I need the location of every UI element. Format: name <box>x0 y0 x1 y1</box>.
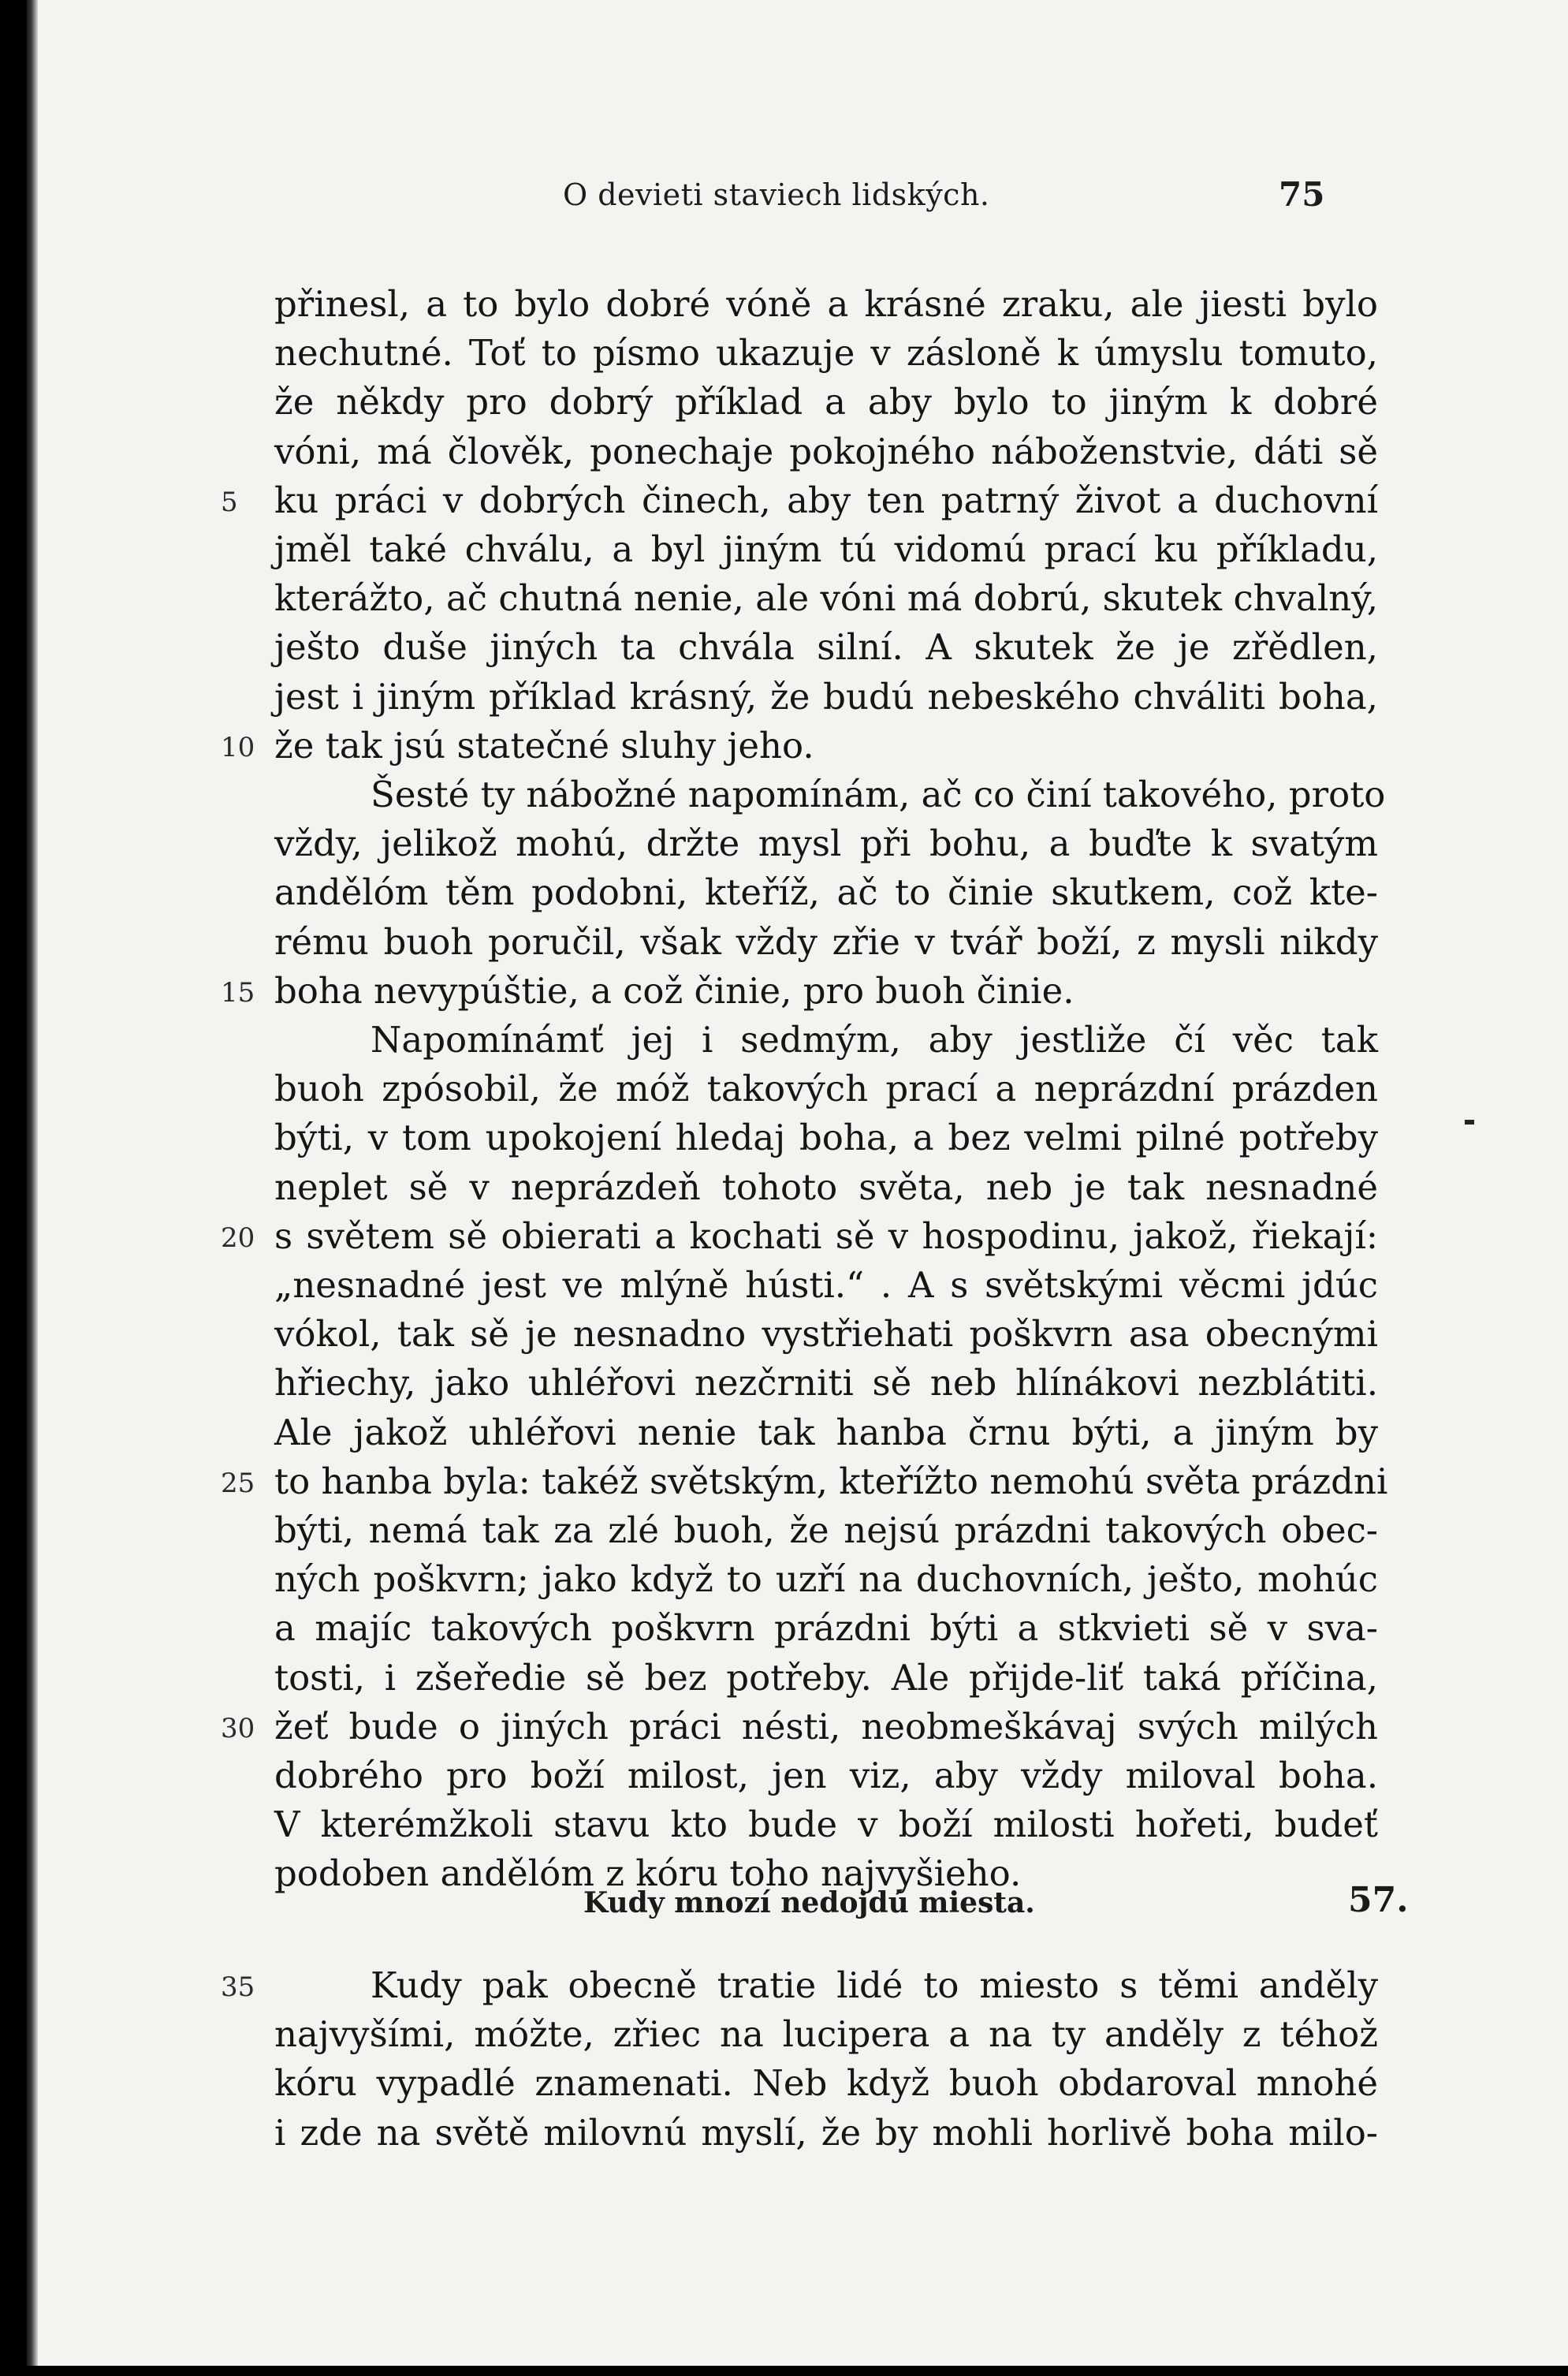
text-line: býti, nemá tak za zlé buoh, že nejsú prázdni takových obec- <box>274 1509 1378 1551</box>
text-line: to hanba byla: takéž světským, kteřížto nemohú světa prázdni <box>274 1460 1388 1502</box>
text-line: jest i jiným příklad krásný, že budú nebeského chváliti boha, <box>274 675 1378 718</box>
section-number: 57. <box>1348 1880 1409 1920</box>
text-line: s světem sě obierati a kochati sě v hospodinu, jakož, řiekají: <box>274 1214 1378 1257</box>
page-number: 75 <box>1279 175 1325 214</box>
text-line: vždy, jelikož mohú, držte mysl při bohu, a buďte k svatým <box>274 822 1378 865</box>
text-line: najvyšími, móžte, zřiec na lucipera a na ty anděly z téhož <box>274 2013 1378 2056</box>
line-number: 30 <box>221 1712 255 1744</box>
line-number: 35 <box>221 1971 255 2003</box>
line-number: 10 <box>221 731 255 763</box>
text-line: ku práci v dobrých činech, aby ten patrný život a duchovní <box>274 479 1378 521</box>
text-line: býti, v tom upokojení hledaj boha, a bez velmi pilné potřeby <box>274 1117 1378 1159</box>
text-line: ných poškvrn; jako když to uzří na duchovních, ješto, mohúc <box>274 1558 1378 1601</box>
line-number: 20 <box>221 1222 255 1254</box>
line-number: 5 <box>221 486 238 518</box>
text-line: Šesté ty nábožné napomínám, ač co činí takového, proto <box>371 774 1386 815</box>
text-line: podoben andělóm z kóru toho najvyšieho. <box>274 1852 1022 1895</box>
text-line: Kudy pak obecně tratie lidé to miesto s těmi anděly <box>371 1964 1378 2006</box>
text-line: tosti, i zšeředie sě bez potřeby. Ale přijde-liť taká příčina, <box>274 1656 1378 1699</box>
running-title: O devieti staviech lidských. <box>563 177 990 212</box>
text-line: kóru vypadlé znamenati. Neb když buoh obdaroval mnohé <box>274 2062 1378 2105</box>
text-line: že tak jsú statečné sluhy jeho. <box>274 724 814 767</box>
text-line: Ale jakož uhléřovi nenie tak hanba črnu býti, a jiným by <box>274 1411 1378 1453</box>
text-line: a majíc takových poškvrn prázdni býti a stkvieti sě v sva- <box>274 1607 1378 1650</box>
text-line: jměl také chválu, a byl jiným tú vidomú prací ku příkladu, <box>274 528 1378 570</box>
margin-mark <box>1465 1120 1474 1125</box>
text-line: hřiechy, jako uhléřovi nezčrniti sě neb hlínákovi nezblátiti. <box>274 1362 1378 1404</box>
section-title: Kudy mnozí nedojdú miesta. <box>583 1886 1035 1919</box>
text-line: i zde na světě milovnú myslí, že by mohli horlivě boha milo- <box>274 2111 1378 2154</box>
text-line: vókol, tak sě je nesnadno vystřiehati poškvrn asa obecnými <box>274 1313 1378 1356</box>
text-line: kterážto, ač chutná nenie, ale vóni má dobrú, skutek chvalný, <box>274 577 1378 620</box>
book-page <box>27 0 1568 2366</box>
text-line: „nesnadné jest ve mlýně hústi.“ . A s světskými věcmi jdúc <box>274 1264 1378 1306</box>
text-line: Napomínámť jej i sedmým, aby jestliže čí věc tak <box>371 1019 1378 1061</box>
scan-edge <box>27 0 38 2366</box>
text-line: andělóm těm podobni, kteříž, ač to činie skutkem, což kte- <box>274 871 1378 914</box>
line-number: 15 <box>221 976 255 1009</box>
line-number: 25 <box>221 1467 255 1499</box>
text-line: nechutné. Toť to písmo ukazuje v zásloně k úmyslu tomuto, <box>274 332 1378 375</box>
text-line: vóni, má člověk, ponechaje pokojného náboženstvie, dáti sě <box>274 430 1378 472</box>
text-line: neplet sě v neprázdeň tohoto světa, neb je tak nesnadné <box>274 1166 1378 1208</box>
text-line: žeť bude o jiných práci nésti, neobmeškávaj svých milých <box>274 1705 1378 1747</box>
text-line: dobrého pro boží milost, jen viz, aby vždy miloval boha. <box>274 1755 1378 1796</box>
text-line: boha nevypúštie, a což činie, pro buoh činie. <box>274 969 1075 1012</box>
text-line: V kterémžkoli stavu kto bude v boží milosti hořeti, budeť <box>274 1803 1378 1846</box>
text-line: ješto duše jiných ta chvála silní. A skutek že je zřědlen, <box>274 626 1378 669</box>
text-line: že někdy pro dobrý příklad a aby bylo to jiným k dobré <box>274 381 1378 423</box>
text-line: přinesl, a to bylo dobré vóně a krásné zraku, ale jiesti bylo <box>274 283 1378 325</box>
text-line: rému buoh poručil, však vždy zřie v tvář boží, z mysli nikdy <box>274 920 1378 963</box>
text-line: buoh zpósobil, že móž takových prací a neprázdní prázden <box>274 1068 1378 1110</box>
